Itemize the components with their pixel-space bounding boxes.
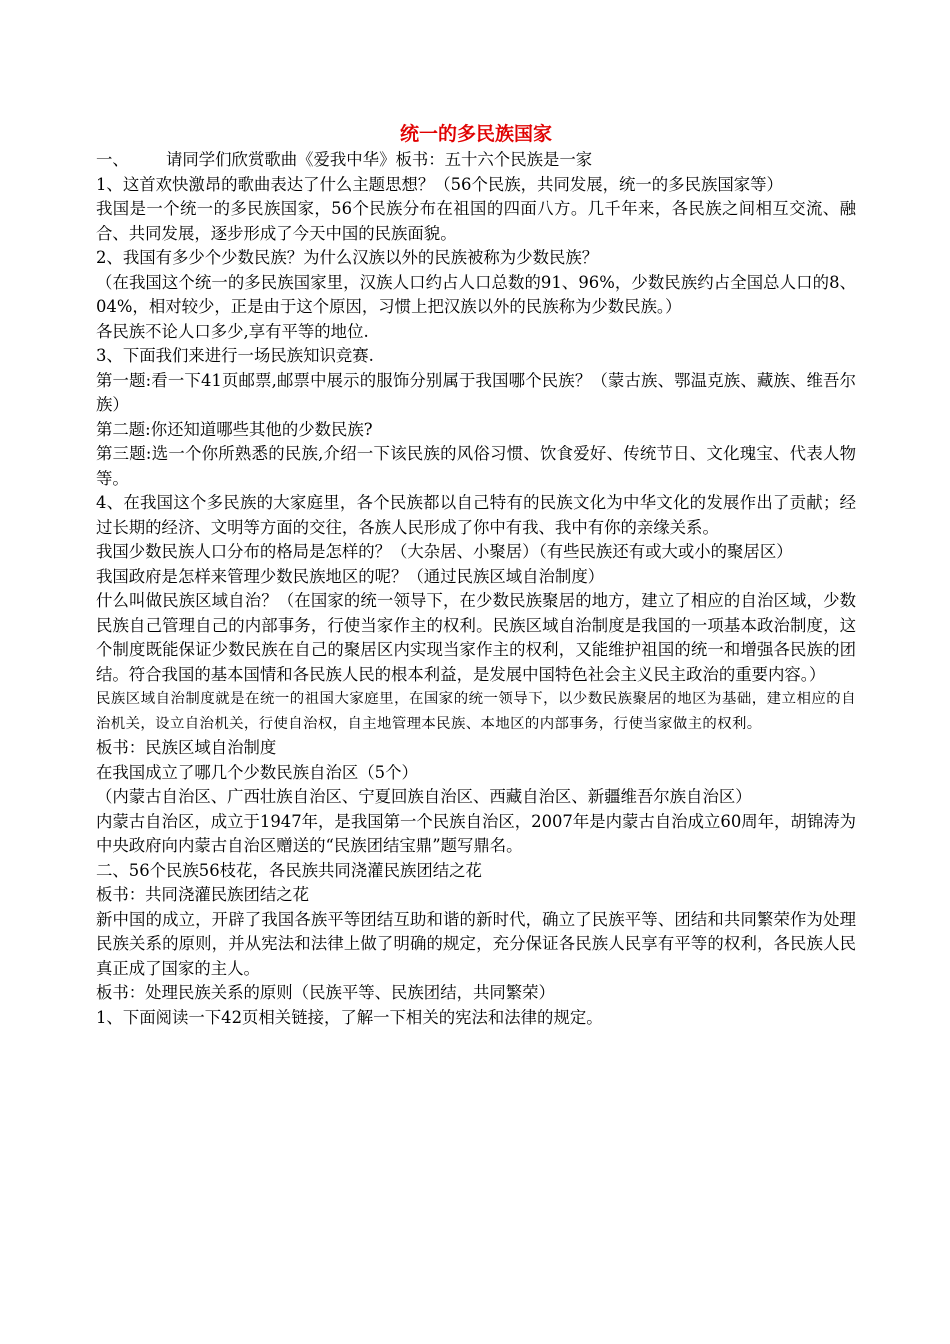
question-regions: 在我国成立了哪几个少数民族自治区（5个） <box>96 762 418 782</box>
answer-regions: （内蒙古自治区、广西壮族自治区、宁夏回族自治区、西藏自治区、新疆维吾尔族自治区） <box>96 787 752 806</box>
quiz-question-3: 第三题:选一个你所熟悉的民族,介绍一下该民族的风俗习惯、饮食爱好、传统节日、文化瑰宝、代表人物等。 <box>96 444 856 488</box>
board-note-principles: 板书：处理民族关系的原则（民族平等、民族团结，共同繁荣） <box>96 983 555 1002</box>
board-note-autonomy: 板书：民族区域自治制度 <box>96 738 277 757</box>
section-2-heading: 二、56个民族56枝花，各民族共同浇灌民族团结之花 <box>96 860 482 880</box>
paragraph-new-china: 新中国的成立，开辟了我国各族平等团结互助和谐的新时代，确立了民族平等、团结和共同繁荣作为处理民族关系的原则，并从宪法和法律上做了明确的规定，充分保证各民族人民享有平等的权利，各民族人民真正成了国家的主人。 <box>96 909 856 978</box>
quiz-question-1: 第一题:看一下41页邮票,邮票中展示的服饰分别属于我国哪个民族？（蒙古族、鄂温克族、藏族、维吾尔族） <box>96 370 856 414</box>
question-2: 2、我国有多少个少数民族？为什么汉族以外的民族被称为少数民族？ <box>96 248 599 267</box>
section-number: 一、 <box>96 150 129 169</box>
section-1-text: 请同学们欣赏歌曲《爱我中华》板书：五十六个民族是一家 <box>166 150 593 169</box>
question-3: 3、下面我们来进行一场民族知识竞赛. <box>96 346 374 365</box>
question-1: 1、这首欢快激昂的歌曲表达了什么主题思想？（56个民族，共同发展，统一的多民族国家等） <box>96 174 783 194</box>
paragraph-inner-mongolia: 内蒙古自治区，成立于1947年，是我国第一个民族自治区，2007年是内蒙古自治成立60周年，胡锦涛为中央政府向内蒙古自治区赠送的“民族团结宝鼎”题写鼎名。 <box>96 811 856 855</box>
question-government: 我国政府是怎样来管理少数民族地区的呢？（通过民族区域自治制度） <box>96 566 605 586</box>
question-autonomy: 什么叫做民族区域自治？（在国家的统一领导下，在少数民族聚居的地方，建立了相应的自治区域，少数民族自己管理自己的内部事务，行使当家作主的权利。民族区域自治制度是我国的一项基本政治制度，这个制度既能保证少数民族在自己的聚居区内实现当家作主的权利，又能维护祖国的统一和增强各民族的团结。符合我国的基本国情和各民族人民的根本利益，是发展中国特色社会主义民主政治的重要内容。） <box>96 591 856 684</box>
document-title: 统一的多民族国家 <box>399 123 552 145</box>
quiz-question-2: 第二题:你还知道哪些其他的少数民族? <box>96 419 373 439</box>
point-4: 4、在我国这个多民族的大家庭里，各个民族都以自己特有的民族文化为中华文化的发展作出了贡献；经过长期的经济、文明等方面的交往，各族人民形成了你中有我、我中有你的亲缘关系。 <box>96 493 856 537</box>
answer-2: （在我国这个统一的多民族国家里，汉族人口约占人口总数的91、96%，少数民族约占全国总人口的8、04%，相对较少，正是由于这个原因，习惯上把汉族以外的民族称为少数民族。） <box>96 272 856 316</box>
autonomy-definition: 民族区域自治制度就是在统一的祖国大家庭里，在国家的统一领导下，以少数民族聚居的地区为基础，建立相应的自治机关，设立自治机关，行使自治权，自主地管理本民族、本地区的内部事务，行使当家做主的权利。 <box>96 691 856 732</box>
section-1-heading <box>96 148 856 173</box>
paragraph-equality: 各民族不论人口多少,享有平等的地位. <box>96 321 369 341</box>
paragraph-multi-ethnic: 我国是一个统一的多民族国家，56个民族分布在祖国的四面八方。几千年来，各民族之间相互交流、融合、共同发展，逐步形成了今天中国的民族面貌。 <box>96 199 856 243</box>
board-note-unity: 板书：共同浇灌民族团结之花 <box>96 885 310 904</box>
reading-task: 1、下面阅读一下42页相关链接，了解一下相关的宪法和法律的规定。 <box>96 1007 603 1027</box>
question-distribution: 我国少数民族人口分布的格局是怎样的？（大杂居、小聚居）（有些民族还有或大或小的聚居区） <box>96 542 793 561</box>
